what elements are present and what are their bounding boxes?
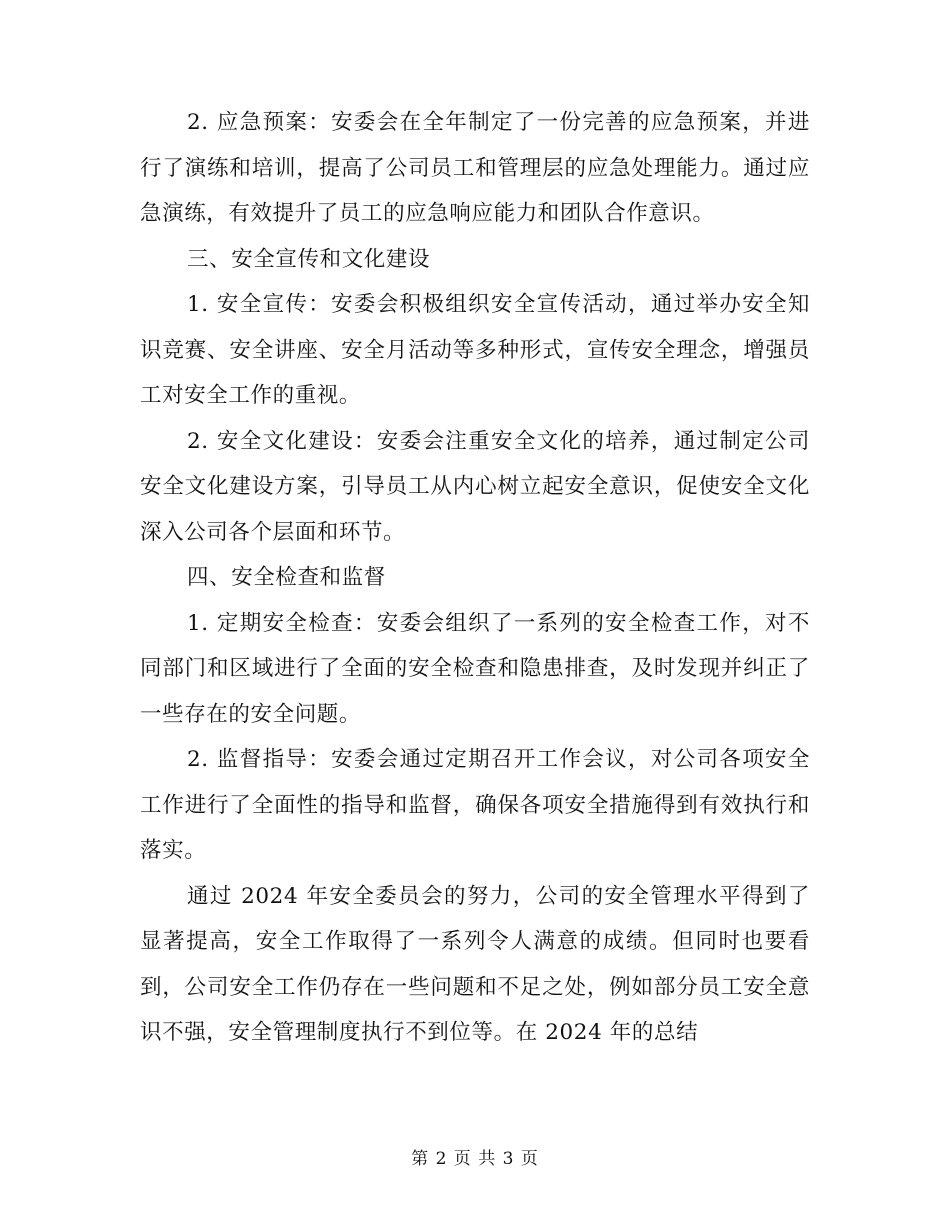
section-heading-safety-publicity-culture: 三、安全宣传和文化建设: [187, 246, 431, 272]
document-body: [140, 100, 810, 1056]
paragraph-summary: 通过 2024 年安全委员会的努力，公司的安全管理水平得到了显著提高，安全工作取得了一系列令人满意的成绩。但同时也要看到，公司安全工作仍存在一些问题和不足之处，例如部分员工安全意识不强，安全管理制度执行不到位等。在 2024 年的总结: [140, 883, 810, 1045]
page-number-footer: 第 2 页 共 3 页: [411, 1149, 539, 1169]
paragraph-emergency-plan: 2. 应急预案：安委会在全年制定了一份完善的应急预案，并进行了演练和培训，提高了公司员工和管理层的应急处理能力。通过应急演练，有效提升了员工的应急响应能力和团队合作意识。: [140, 110, 810, 226]
paragraph-safety-culture: 2. 安全文化建设：安委会注重安全文化的培养，通过制定公司安全文化建设方案，引导员工从内心树立起安全意识，促使安全文化深入公司各个层面和环节。: [140, 428, 810, 545]
section-heading-inspection-supervision: 四、安全检查和监督: [187, 565, 386, 590]
paragraph-regular-inspection: 1. 定期安全检查：安委会组织了一系列的安全检查工作，对不同部门和区域进行了全面的安全检查和隐患排查，及时发现并纠正了一些存在的安全问题。: [140, 610, 810, 727]
paragraph-supervision-guidance: 2. 监督指导：安委会通过定期召开工作会议，对公司各项安全工作进行了全面性的指导和监督，确保各项安全措施得到有效执行和落实。: [140, 747, 810, 863]
paragraph-safety-publicity: 1. 安全宣传：安委会积极组织安全宣传活动，通过举办安全知识竞赛、安全讲座、安全月活动等多种形式，宣传安全理念，增强员工对安全工作的重视。: [140, 292, 810, 408]
